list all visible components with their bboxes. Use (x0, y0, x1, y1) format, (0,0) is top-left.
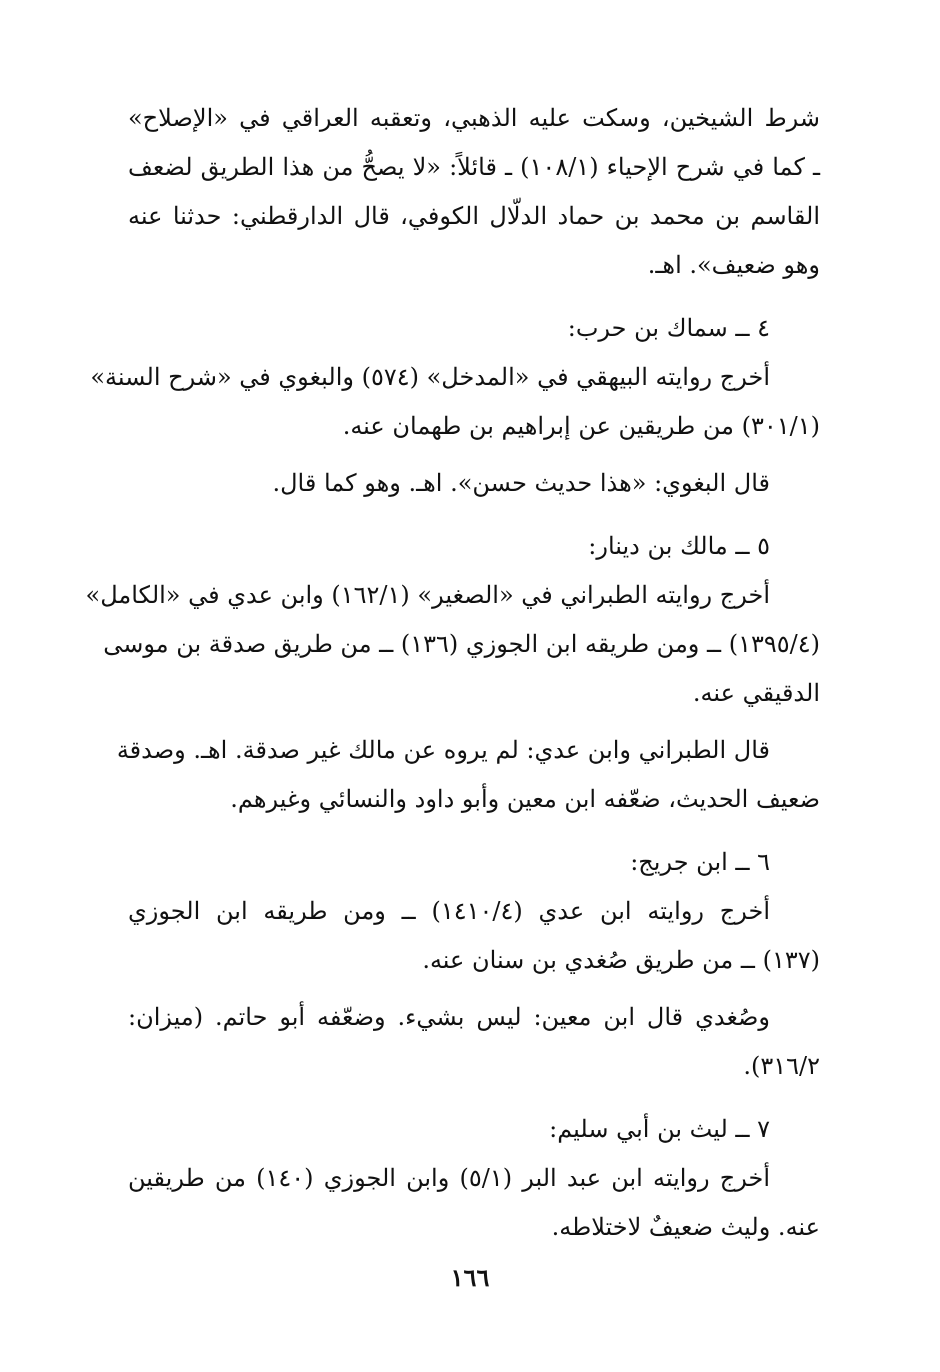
text-line: ضعيف الحديث، ضعّفه ابن معين وأبو داود والنسائي وغيرهم. (230, 785, 820, 813)
entry-heading: ٥ ــ مالك بن دينار: (588, 532, 770, 560)
page-number: ١٦٦ (450, 1263, 490, 1292)
text-line: شرط الشيخين، وسكت عليه الذهبي، وتعقبه العراقي في «الإصلاح» (128, 104, 820, 132)
entry-heading: ٤ ــ سماك بن حرب: (567, 314, 770, 342)
text-line: وهو ضعيف». اهـ. (647, 251, 820, 279)
paragraph (128, 993, 820, 1091)
intro-paragraph (128, 94, 820, 290)
paragraph (128, 1154, 820, 1252)
paragraph (116, 726, 820, 824)
page-body (85, 94, 820, 1252)
text-line: أخرج روايته ابن عبد البر (٥/١) وابن الجوزي (١٤٠) من طريقين (128, 1164, 771, 1192)
text-line: ٣١٦/٢). (743, 1052, 820, 1080)
entry-5 (85, 522, 820, 824)
text-line: قال الطبراني وابن عدي: لم يروه عن مالك غير صدقة. اهـ. وصدقة (116, 736, 770, 764)
text-line: أخرج روايته الطبراني في «الصغير» (١٦٢/١) وابن عدي في «الكامل» (85, 581, 770, 609)
paragraph (128, 887, 820, 985)
text-line: الدقيقي عنه. (692, 679, 820, 707)
text-line: (١٣٩٥/٤) ــ ومن طريقه ابن الجوزي (١٣٦) ــ من طريق صدقة بن موسى (103, 630, 820, 658)
entry-heading: ٦ ــ ابن جريج: (630, 848, 770, 876)
entry-heading: ٧ ــ ليث بن أبي سليم: (549, 1115, 770, 1143)
text-line: القاسم بن محمد بن حماد الدلّال الكوفي، قال الدارقطني: حدثنا عنه (128, 202, 820, 230)
text-line: (١٣٧) ــ من طريق صُغدي بن سنان عنه. (422, 946, 820, 974)
text-line: قال البغوي: «هذا حديث حسن». اهـ. وهو كما قال. (272, 469, 770, 497)
entry-6 (128, 838, 820, 1091)
entry-7 (128, 1105, 820, 1252)
entry-4 (90, 304, 820, 508)
text-line: ـ كما في شرح الإحياء (١٠٨/١) ـ قائلاً: «لا يصحُّ من هذا الطريق لضعف (128, 153, 820, 181)
text-line: وصُغدي قال ابن معين: ليس بشيء. وضعّفه أبو حاتم. (ميزان: (128, 1003, 770, 1031)
paragraph (85, 571, 820, 718)
text-line: (٣٠١/١) من طريقين عن إبراهيم بن طهمان عنه. (342, 412, 820, 440)
text-line: أخرج روايته البيهقي في «المدخل» (٥٧٤) والبغوي في «شرح السنة» (90, 363, 770, 391)
paragraph (128, 459, 820, 508)
paragraph (90, 353, 820, 451)
text-line: عنه. وليث ضعيفٌ لاختلاطه. (551, 1213, 820, 1241)
text-line: أخرج روايته ابن عدي (١٤١٠/٤) ــ ومن طريقه ابن الجوزي (128, 897, 770, 925)
